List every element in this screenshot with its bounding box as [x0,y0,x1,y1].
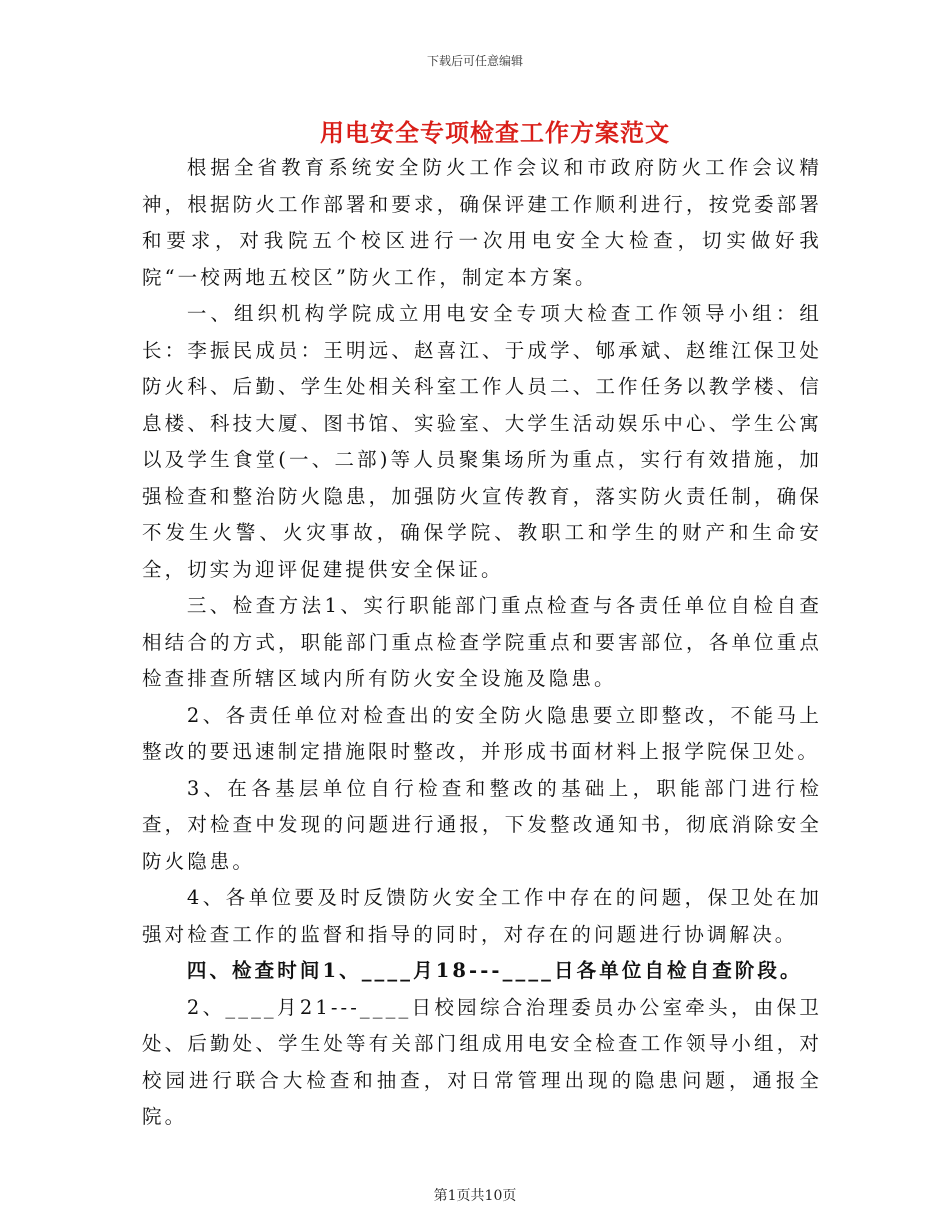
paragraph-schedule-2: 2、____月21---____日校园综合治理委员办公室牵头，由保卫处、后勤处、学生处等有关部门组成用电安全检查工作领导小组，对校园进行联合大检查和抽查，对日常管理出现的隐患问题，通报全院。 [142,995,822,1128]
document-body [142,150,822,1136]
paragraph-method-3: 3、在各基层单位自行检查和整改的基础上，职能部门进行检查，对检查中发现的问题进行通报，下发整改通知书，彻底消除安全防火隐患。 [142,776,822,873]
paragraph-schedule-heading: 四、检查时间1、____月18---____日各单位自检自查阶段。 [186,959,803,982]
page-number: 第1页共10页 [433,1188,517,1204]
paragraph-method-1: 三、检查方法1、实行职能部门重点检查与各责任单位自检自查相结合的方式，职能部门重点检查学院重点和要害部位，各单位重点检查排查所辖区域内所有防火安全设施及隐患。 [142,594,822,690]
header-note: 下载后可任意编辑 [426,54,523,68]
paragraph-intro: 根据全省教育系统安全防火工作会议和市政府防火工作会议精神，根据防火工作部署和要求，确保评建工作顺利进行，按党委部署和要求，对我院五个校区进行一次用电安全大检查，切实做好我院“一校两地五校区”防火工作，制定本方案。 [142,156,822,289]
paragraph-method-4: 4、各单位要及时反馈防火安全工作中存在的问题，保卫处在加强对检查工作的监督和指导的同时，对存在的问题进行协调解决。 [142,886,822,946]
paragraph-organization: 一、组织机构学院成立用电安全专项大检查工作领导小组：组长：李振民成员：王明远、赵喜江、于成学、郇承斌、赵维江保卫处防火科、后勤、学生处相关科室工作人员二、工作任务以教学楼、信息楼、科技大厦、图书馆、实验室、大学生活动娱乐中心、学生公寓以及学生食堂(一、二部)等人员聚集场所为重点，实行有效措施，加强检查和整治防火隐患，加强防火宣传教育，落实防火责任制，确保不发生火警、火灾事故，确保学院、教职工和学生的财产和生命安全，切实为迎评促建提供安全保证。 [142,302,822,581]
document-title: 用电安全专项检查工作方案范文 [320,118,670,147]
paragraph-method-2: 2、各责任单位对检查出的安全防火隐患要立即整改，不能马上整改的要迅速制定措施限时整改，并形成书面材料上报学院保卫处。 [142,703,822,763]
